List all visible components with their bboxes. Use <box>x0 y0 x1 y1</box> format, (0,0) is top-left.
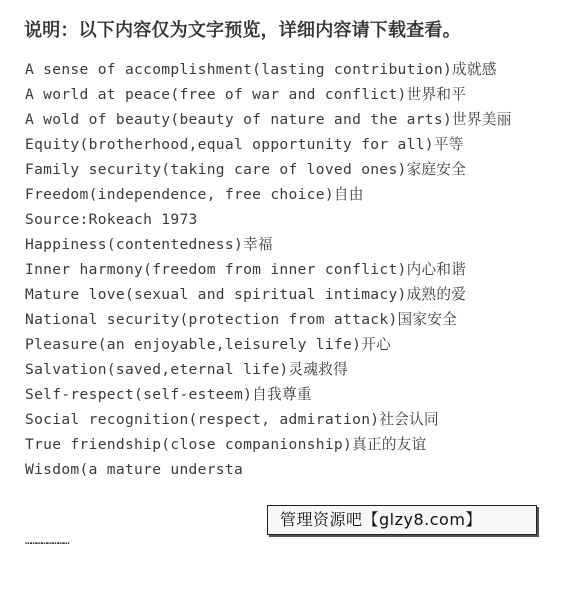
text-line: Pleasure(an enjoyable,leisurely life)开心 <box>25 336 391 353</box>
text-line: True friendship(close companionship)真正的友谊 <box>25 436 427 453</box>
text-line: National security(protection from attack)国家安全 <box>25 311 458 328</box>
preview-notice: 说明：以下内容仅为文字预览，详细内容请下载查看。 <box>24 20 461 41</box>
text-line: Freedom(independence, free choice)自由 <box>25 186 364 203</box>
document-body <box>25 57 545 482</box>
text-line: Family security(taking care of loved ones)家庭安全 <box>25 161 467 178</box>
text-line: Social recognition(respect, admiration)社会认同 <box>25 411 439 428</box>
text-line-truncated: Wisdom(a mature understa <box>25 461 244 478</box>
text-line: A world at peace(free of war and conflict)世界和平 <box>25 86 467 103</box>
text-line: Mature love(sexual and spiritual intimacy)成熟的爱 <box>25 286 467 303</box>
text-line: Salvation(saved,eternal life)灵魂救得 <box>25 361 349 378</box>
source-line: Source:Rokeach 1973 <box>25 211 198 228</box>
text-line: A wold of beauty(beauty of nature and the arts)世界美丽 <box>25 111 512 128</box>
text-line: A sense of accomplishment(lasting contribution)成就感 <box>25 61 497 78</box>
text-line: Happiness(contentedness)幸福 <box>25 236 273 253</box>
watermark-banner: 管理资源吧【glzy8.com】 <box>267 505 537 535</box>
text-line: Self-respect(self-esteem)自我尊重 <box>25 386 312 403</box>
text-line: Inner harmony(freedom from inner conflict)内心和谐 <box>25 261 467 278</box>
text-line: Equity(brotherhood,equal opportunity for all)平等 <box>25 136 464 153</box>
ellipsis: …………………… <box>25 534 69 547</box>
